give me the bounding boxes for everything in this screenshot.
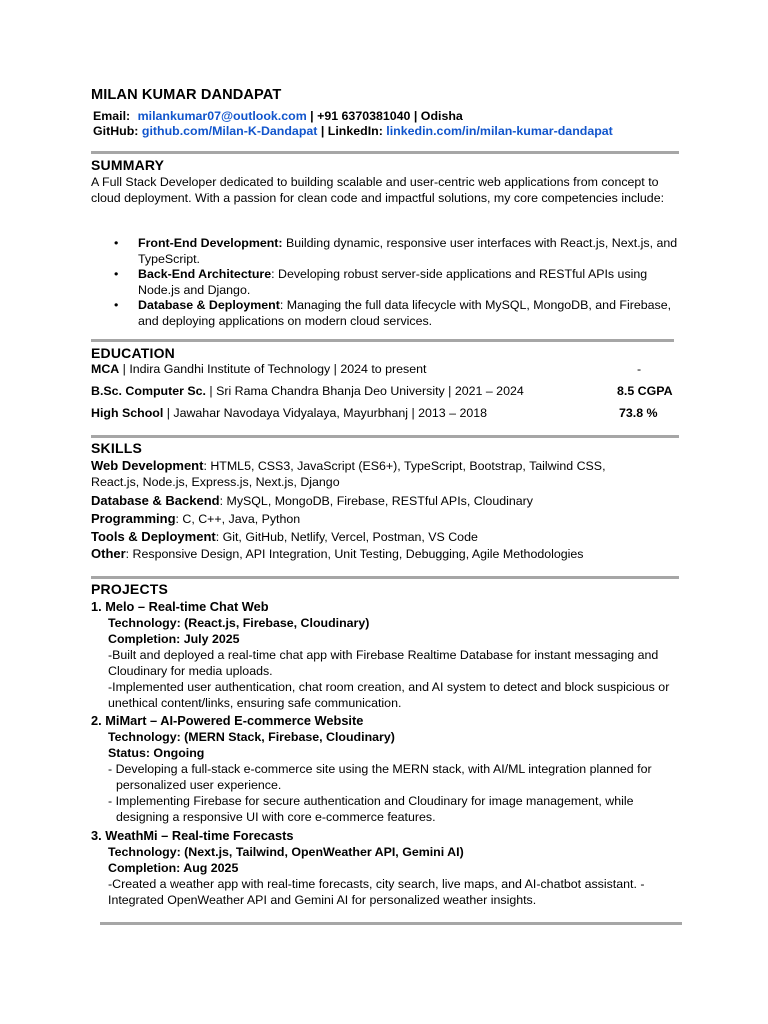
- project-tech: Technology: (Next.js, Tailwind, OpenWeather API, Gemini AI): [108, 845, 464, 859]
- summary-bullets: [91, 236, 681, 329]
- project-tech: Technology: (React.js, Firebase, Cloudinary): [108, 616, 370, 630]
- project-title: 3. WeathMi – Real-time Forecasts: [91, 828, 294, 843]
- list-item: [91, 298, 681, 329]
- divider: [100, 922, 682, 925]
- skill-row: [91, 546, 691, 562]
- education-row: [91, 362, 681, 378]
- linkedin-label: | LinkedIn:: [320, 124, 383, 138]
- skill-row: [91, 458, 643, 490]
- bullet-title: Front-End Development:: [138, 236, 283, 250]
- github-label: GitHub:: [93, 124, 139, 138]
- skill-value: : HTML5, CSS3, JavaScript (ES6+), TypeScript, Bootstrap, Tailwind CSS, React.js, Node.js, Express.js, Next.js, Django: [91, 459, 606, 489]
- bullet-text: : Managing the full data lifecycle with MySQL, MongoDB, and Firebase, and deploying applications on modern cloud services.: [138, 298, 672, 328]
- education-degree: MCA: [91, 362, 120, 376]
- skill-value: : Responsive Design, API Integration, Unit Testing, Debugging, Agile Methodologies: [125, 547, 584, 561]
- email-link[interactable]: milankumar07@outlook.com: [137, 109, 307, 123]
- project-desc: -Created a weather app with real-time forecasts, city search, live maps, and AI-chatbot assistant. - Integrated OpenWeather API and Gemini AI for personalized weather insights.: [108, 877, 645, 907]
- phone-location: | +91 6370381040 | Odisha: [310, 109, 463, 123]
- list-item: [91, 236, 681, 267]
- bullet-title: Back-End Architecture: [138, 267, 272, 281]
- divider: [91, 576, 679, 579]
- project-desc: - Implementing Firebase for secure authentication and Cloudinary for image management, while designing a responsive UI with core e-commerce features.: [108, 794, 634, 824]
- project-title: 1. Melo – Real-time Chat Web: [91, 599, 269, 614]
- project-desc: - Developing a full-stack e-commerce site using the MERN stack, with AI/ML integration planned for personalized user experience.: [108, 762, 652, 792]
- education-row: [91, 384, 681, 400]
- project-desc: -Built and deployed a real-time chat app with Firebase Realtime Database for instant messaging and Cloudinary for media uploads.: [108, 648, 659, 678]
- bullet-icon: •: [114, 236, 119, 250]
- project-body: [108, 615, 688, 711]
- bullet-title: Database & Deployment: [138, 298, 280, 312]
- skill-key: Database & Backend: [91, 493, 220, 508]
- skill-value: : MySQL, MongoDB, Firebase, RESTful APIs, Cloudinary: [219, 494, 533, 508]
- email-label: Email:: [93, 109, 131, 123]
- skill-value: : Git, GitHub, Netlify, Vercel, Postman, VS Code: [215, 530, 478, 544]
- project-desc: -Implemented user authentication, chat room creation, and AI system to detect and block suspicious or unethical content/links, ensuring safe communication.: [108, 680, 670, 710]
- divider: [91, 339, 674, 342]
- bullet-icon: •: [114, 267, 119, 281]
- summary-text: A Full Stack Developer dedicated to building scalable and user-centric web applications from concept to cloud deployment. With a passion for clean code and impactful solutions, my core competencies include:: [91, 175, 665, 205]
- contact-line: [93, 108, 463, 124]
- education-detail: | Indira Gandhi Institute of Technology | 2024 to present: [119, 362, 427, 376]
- links-line: [93, 123, 613, 139]
- skill-row: [91, 529, 651, 545]
- education-score: 73.8 %: [619, 406, 658, 420]
- project-body: [108, 844, 688, 908]
- project-body: [108, 729, 688, 825]
- bullet-text: Building dynamic, responsive user interfaces with React.js, Next.js, and TypeScript.: [138, 236, 678, 266]
- project-tech: Technology: (MERN Stack, Firebase, Cloudinary): [108, 730, 395, 744]
- linkedin-link[interactable]: linkedin.com/in/milan-kumar-dandapat: [386, 124, 613, 138]
- skill-value: : C, C++, Java, Python: [175, 512, 301, 526]
- education-degree: B.Sc. Computer Sc.: [91, 384, 206, 398]
- skill-row: [91, 493, 651, 509]
- project-status: Status: Ongoing: [108, 746, 205, 760]
- education-degree: High School: [91, 406, 164, 420]
- education-score: 8.5 CGPA: [617, 384, 673, 398]
- skill-key: Tools & Deployment: [91, 529, 216, 544]
- projects-heading: PROJECTS: [91, 581, 169, 597]
- education-score: -: [637, 362, 642, 376]
- resume-name: MILAN KUMAR DANDAPAT: [91, 87, 282, 103]
- education-detail: | Sri Rama Chandra Bhanja Deo University | 2021 – 2024: [205, 384, 524, 398]
- bullet-text: : Developing robust server-side applications and RESTful APIs using Node.js and Django.: [138, 267, 648, 297]
- skill-key: Web Development: [91, 458, 204, 473]
- skills-heading: SKILLS: [91, 440, 142, 456]
- divider: [91, 151, 679, 154]
- project-status: Completion: Aug 2025: [108, 861, 239, 875]
- skill-key: Other: [91, 546, 126, 561]
- education-heading: EDUCATION: [91, 345, 175, 361]
- bullet-icon: •: [114, 298, 119, 312]
- github-link[interactable]: github.com/Milan-K-Dandapat: [141, 124, 318, 138]
- project-status: Completion: July 2025: [108, 632, 240, 646]
- project-title: 2. MiMart – AI-Powered E-commerce Website: [91, 713, 364, 728]
- skill-row: [91, 511, 651, 527]
- education-detail: | Jawahar Navodaya Vidyalaya, Mayurbhanj | 2013 – 2018: [163, 406, 488, 420]
- divider: [91, 435, 679, 438]
- education-row: [91, 406, 681, 422]
- skill-key: Programming: [91, 511, 176, 526]
- summary-heading: SUMMARY: [91, 157, 165, 173]
- list-item: [91, 267, 681, 298]
